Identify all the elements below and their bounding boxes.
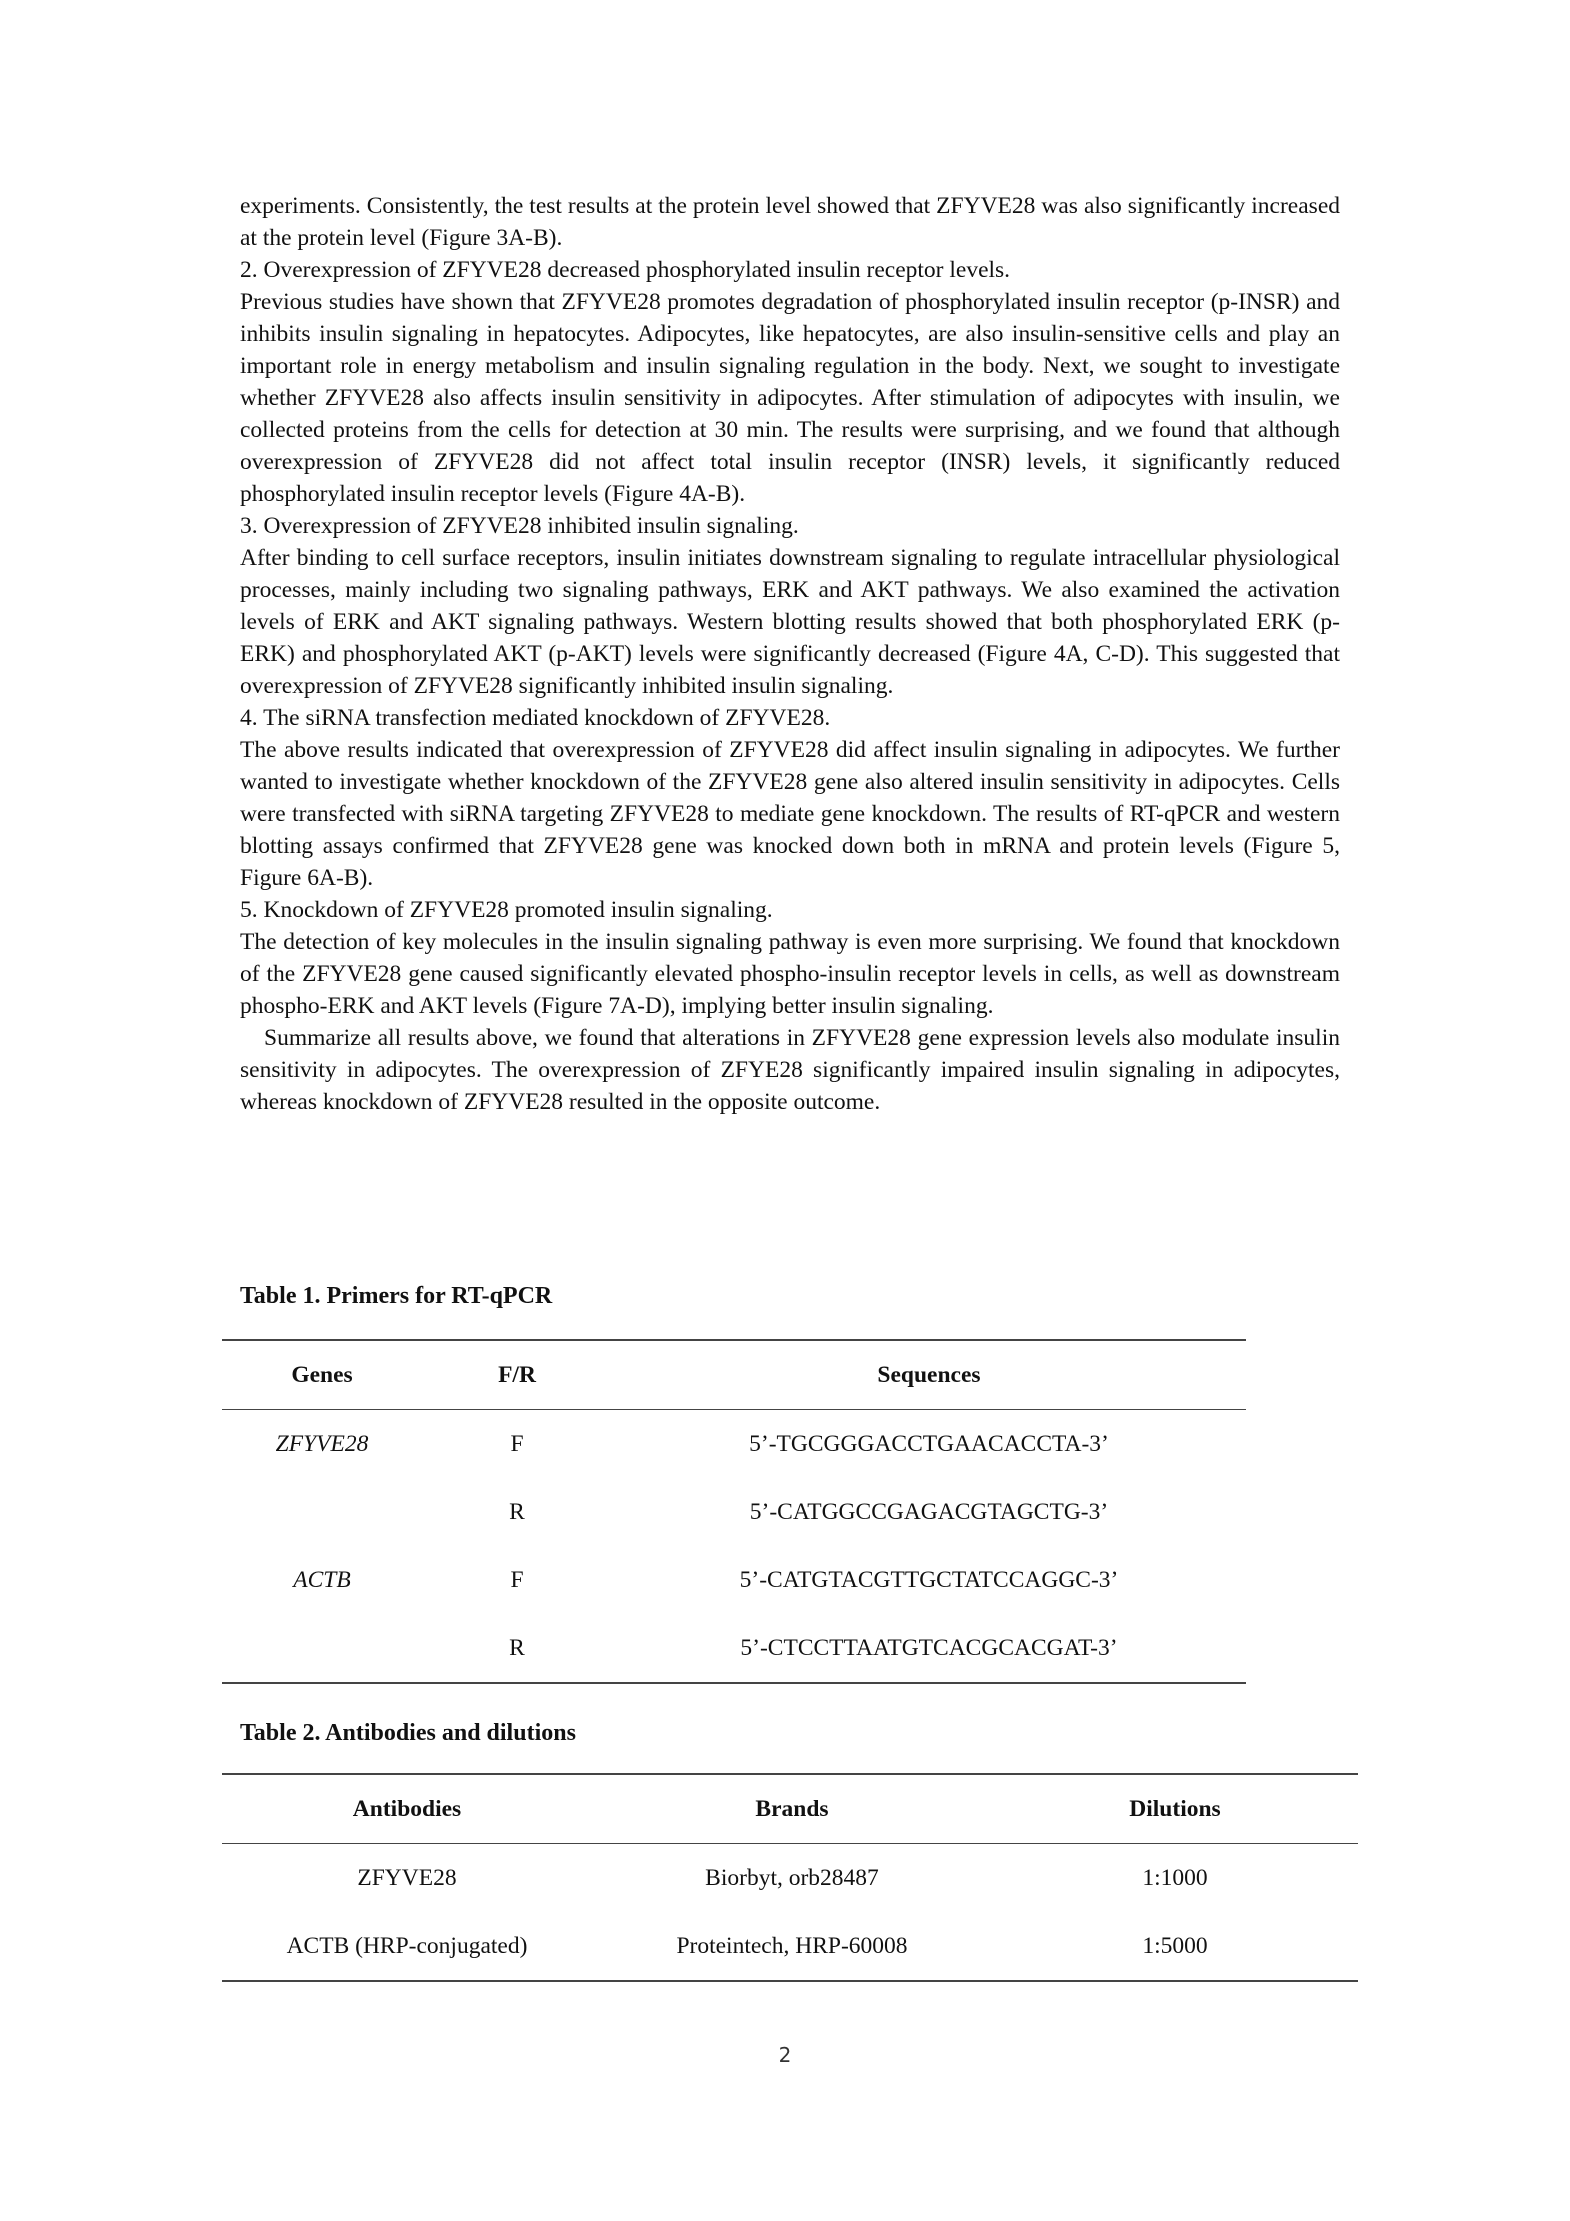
table-header-row xyxy=(222,1774,1358,1844)
sequence-cell: 5’-CTCCTTAATGTCACGCACGAT-3’ xyxy=(612,1614,1246,1683)
paragraph: The above results indicated that overexpression of ZFYVE28 did affect insulin signaling in adipocytes. We further wanted to investigate whether knockdown of the ZFYVE28 gene also altered insulin sensitivity in adipocytes. Cells were transfected with siRNA targeting ZFYVE28 to mediate gene knockdown. The results of RT-qPCR and western blotting assays confirmed that ZFYVE28 gene was knocked down both in mRNA and protein levels (Figure 5, Figure 6A-B). xyxy=(240,737,1340,891)
sequence-cell: 5’-CATGTACGTTGCTATCCAGGC-3’ xyxy=(739,1566,1119,1593)
section-heading: 2. Overexpression of ZFYVE28 decreased phosphorylated insulin receptor levels. xyxy=(240,257,1011,283)
direction-cell: R xyxy=(422,1614,612,1683)
summary-paragraph: Summarize all results above, we found that alterations in ZFYVE28 gene expression levels also modulate insulin sensitivity in adipocytes. The overexpression of ZFYE28 significantly impaired insulin signaling in adipocytes, whereas knockdown of ZFYVE28 resulted in the opposite outcome. xyxy=(240,1025,1340,1115)
column-header: F/R xyxy=(422,1340,612,1410)
column-header: Dilutions xyxy=(992,1774,1358,1844)
column-header: Antibodies xyxy=(222,1774,592,1844)
gene-cell xyxy=(222,1478,422,1546)
primers-table xyxy=(222,1339,1246,1684)
table-header-row xyxy=(222,1340,1246,1410)
paragraph: experiments. Consistently, the test results at the protein level showed that ZFYVE28 was also significantly increased at the protein level (Figure 3A-B). xyxy=(240,193,1340,251)
gene-cell xyxy=(222,1614,422,1683)
gene-cell: ZFYVE28 xyxy=(275,1430,369,1457)
table-row xyxy=(222,1546,1246,1614)
page-number: 2 xyxy=(778,2043,792,2067)
brand-cell: Biorbyt, orb28487 xyxy=(705,1864,879,1891)
dilution-cell: 1:1000 xyxy=(1142,1864,1208,1891)
brand-cell: Proteintech, HRP-60008 xyxy=(592,1912,992,1981)
antibody-cell: ACTB (HRP-conjugated) xyxy=(222,1912,592,1981)
direction-cell: F xyxy=(510,1566,524,1593)
sequence-cell: 5’-CATGGCCGAGACGTAGCTG-3’ xyxy=(749,1498,1109,1525)
table-row xyxy=(222,1410,1246,1479)
section-heading: 4. The siRNA transfection mediated knockdown of ZFYVE28. xyxy=(240,705,831,731)
direction-cell: R xyxy=(509,1498,525,1525)
antibodies-table xyxy=(222,1773,1358,1982)
table-row xyxy=(222,1912,1358,1981)
table2-caption: Table 2. Antibodies and dilutions xyxy=(240,1720,576,1746)
paragraph: The detection of key molecules in the insulin signaling pathway is even more surprising. We found that knockdown of the ZFYVE28 gene caused significantly elevated phospho-insulin receptor levels in cells, as well as downstream phospho-ERK and AKT levels (Figure 7A-D), implying better insulin signaling. xyxy=(240,929,1340,1019)
paragraph: After binding to cell surface receptors, insulin initiates downstream signaling to regulate intracellular physiological processes, mainly including two signaling pathways, ERK and AKT pathways. We also examined the activation levels of ERK and AKT signaling pathways. Western blotting results showed that both phosphorylated ERK (p-ERK) and phosphorylated AKT (p-AKT) levels were significantly decreased (Figure 4A, C-D). This suggested that overexpression of ZFYVE28 significantly inhibited insulin signaling. xyxy=(240,545,1340,699)
column-header: Brands xyxy=(592,1774,992,1844)
direction-cell: F xyxy=(510,1430,524,1457)
results-text xyxy=(240,190,1340,1118)
table-row xyxy=(222,1478,1246,1546)
sequence-cell: 5’-TGCGGGACCTGAACACCTA-3’ xyxy=(749,1430,1109,1457)
paragraph: Previous studies have shown that ZFYVE28 promotes degradation of phosphorylated insulin receptor (p-INSR) and inhibits insulin signaling in hepatocytes. Adipocytes, like hepatocytes, are also insulin-sensitive cells and play an important role in energy metabolism and insulin signaling regulation in the body. Next, we sought to investigate whether ZFYVE28 also affects insulin sensitivity in adipocytes. After stimulation of adipocytes with insulin, we collected proteins from the cells for detection at 30 min. The results were surprising, and we found that although overexpression of ZFYVE28 did not affect total insulin receptor (INSR) levels, it significantly reduced phosphorylated insulin receptor levels (Figure 4A-B). xyxy=(240,289,1340,507)
section-heading: 3. Overexpression of ZFYVE28 inhibited insulin signaling. xyxy=(240,513,799,539)
table-row xyxy=(222,1844,1358,1913)
dilution-cell: 1:5000 xyxy=(992,1912,1358,1981)
table1-caption: Table 1. Primers for RT-qPCR xyxy=(240,1283,553,1309)
section-heading: 5. Knockdown of ZFYVE28 promoted insulin signaling. xyxy=(240,897,773,923)
column-header: Genes xyxy=(222,1340,422,1410)
column-header: Sequences xyxy=(612,1340,1246,1410)
antibody-cell: ZFYVE28 xyxy=(357,1864,457,1891)
table-row xyxy=(222,1614,1246,1683)
gene-cell: ACTB xyxy=(293,1566,351,1593)
